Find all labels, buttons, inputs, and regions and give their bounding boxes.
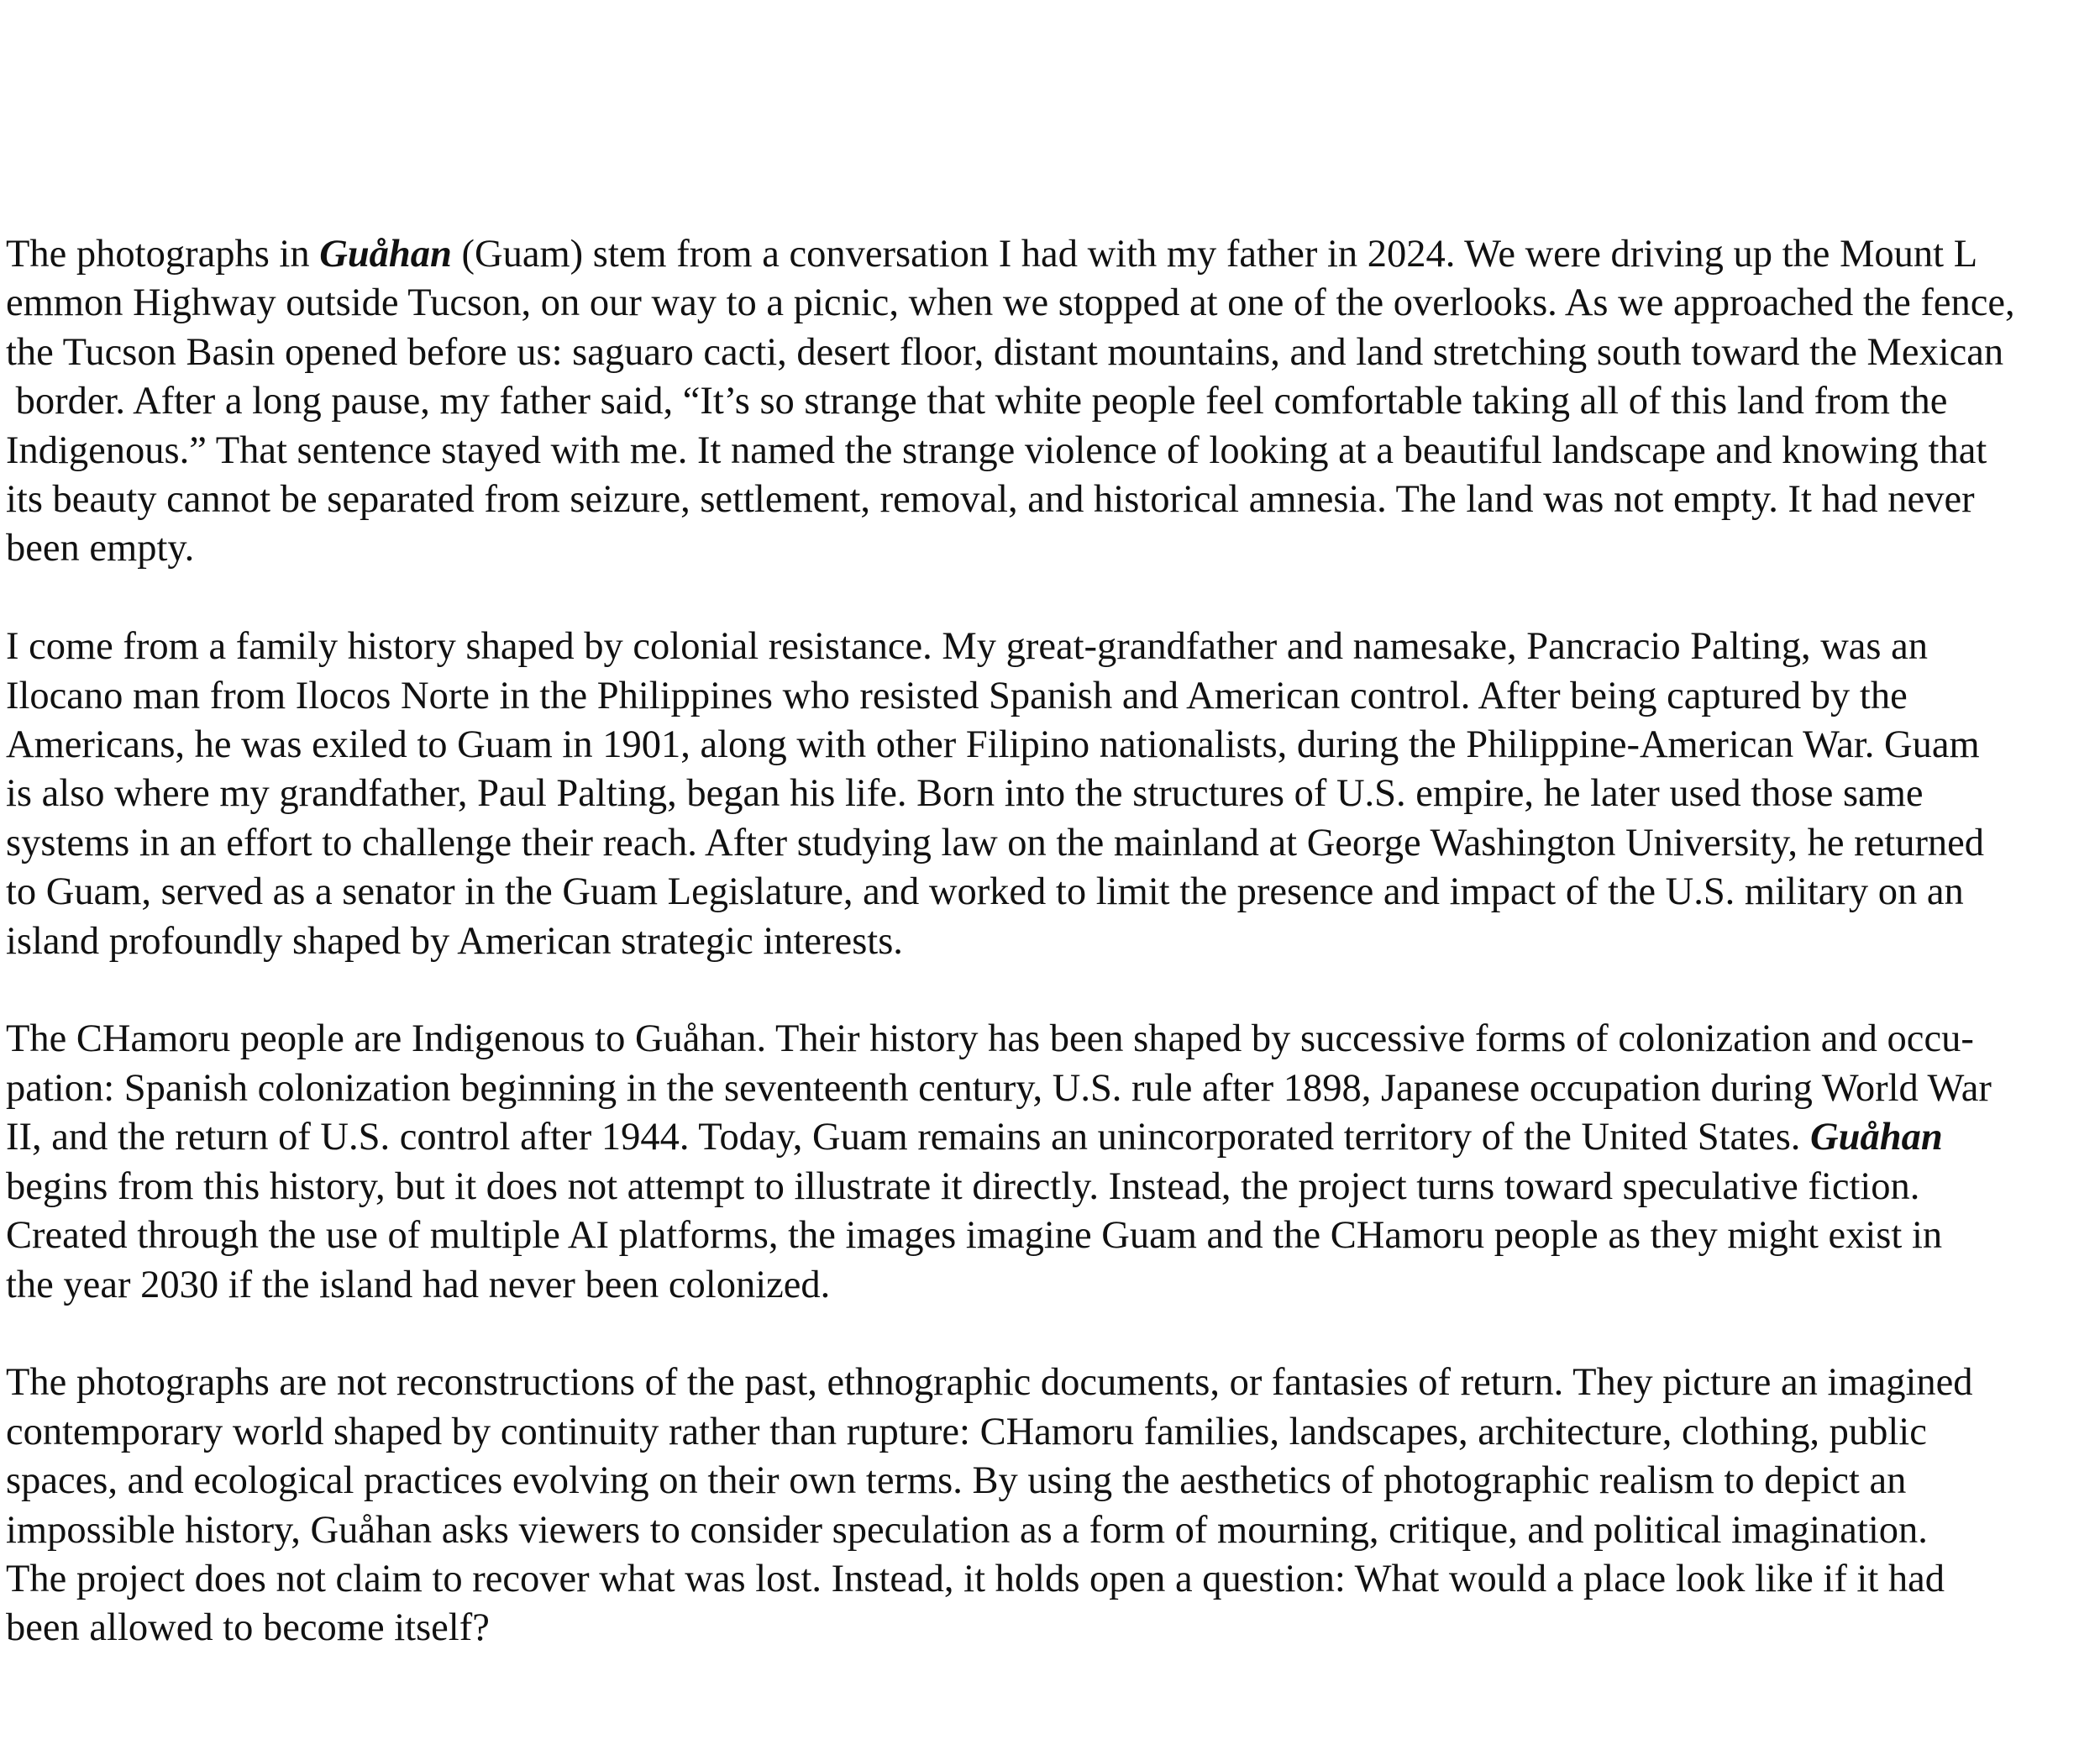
text-run: Created through the use of multiple AI platforms, the images imagine Guam and the CHamoru people as they might exist in bbox=[6, 1214, 1943, 1258]
text-line bbox=[0, 1064, 2100, 1113]
text-run: II, and the return of U.S. control after 1944. Today, Guam remains an unincorporated territory of the United States. bbox=[6, 1116, 1811, 1159]
text-line bbox=[0, 377, 2100, 426]
text-line bbox=[0, 1358, 2100, 1407]
text-run: to Guam, served as a senator in the Guam Legislature, and worked to limit the presence and impact of the U.S. military on an bbox=[6, 870, 1964, 914]
text-run: I come from a family history shaped by colonial resistance. My great-grandfather and namesake, Pancracio Palting, was an bbox=[6, 625, 1929, 669]
text-run: Indigenous.” That sentence stayed with me. It named the strange violence of looking at a beautiful landscape and knowing that bbox=[6, 428, 1987, 472]
text-run: (Guam) stem from a conversation I had with my father in 2024. We were driving up the Mount L bbox=[451, 233, 1978, 276]
project-title-emphasis: Guåhan bbox=[1810, 1116, 1943, 1159]
text-run: the year 2030 if the island had never been colonized. bbox=[6, 1263, 831, 1306]
project-title-emphasis: Guåhan bbox=[319, 233, 452, 276]
text-run: emmon Highway outside Tucson, on our way to a picnic, when we stopped at one of the overlooks. As we approached the fence, bbox=[6, 281, 2015, 325]
statement-paragraph bbox=[0, 623, 2100, 966]
text-line bbox=[0, 672, 2100, 721]
text-line bbox=[0, 279, 2100, 328]
text-run: its beauty cannot be separated from seizure, settlement, removal, and historical amnesia. The land was not empty. It had never bbox=[6, 478, 1975, 522]
text-line bbox=[0, 476, 2100, 524]
text-line bbox=[0, 868, 2100, 917]
text-run: impossible history, Guåhan asks viewers to consider speculation as a form of mourning, critique, and political imagination. bbox=[6, 1508, 1928, 1552]
text-run: is also where my grandfather, Paul Palting, began his life. Born into the structures of U.S. empire, he later used those same bbox=[6, 772, 1924, 816]
text-run: island profoundly shaped by American strategic interests. bbox=[6, 919, 903, 963]
text-run: been allowed to become itself? bbox=[6, 1606, 490, 1650]
text-line bbox=[0, 230, 2100, 279]
text-run: systems in an effort to challenge their reach. After studying law on the mainland at George Washington University, he returned bbox=[6, 821, 1985, 864]
text-line bbox=[0, 1113, 2100, 1162]
text-line bbox=[0, 770, 2100, 818]
text-run: Ilocano man from Ilocos Norte in the Philippines who resisted Spanish and American control. After being captured by the bbox=[6, 674, 1908, 717]
text-run: the Tucson Basin opened before us: saguaro cacti, desert floor, distant mountains, and land stretching south toward the Mexican bbox=[6, 330, 2004, 374]
statement-paragraph bbox=[0, 1015, 2100, 1309]
text-run: contemporary world shaped by continuity rather than rupture: CHamoru families, landscapes, architecture, clothing, public bbox=[6, 1410, 1927, 1453]
text-line bbox=[0, 1211, 2100, 1260]
text-line bbox=[0, 1506, 2100, 1555]
text-line bbox=[0, 1015, 2100, 1064]
text-line bbox=[0, 1604, 2100, 1653]
text-line bbox=[0, 1261, 2100, 1310]
text-line bbox=[0, 328, 2100, 377]
artist-statement bbox=[0, 230, 2100, 1702]
text-run: The photographs in bbox=[6, 233, 320, 276]
text-run: Americans, he was exiled to Guam in 1901, along with other Filipino nationalists, during the Philippine-American War. Guam bbox=[6, 723, 1980, 767]
text-run: spaces, and ecological practices evolving on their own terms. By using the aesthetics of photographic realism to depict an bbox=[6, 1459, 1907, 1503]
text-line bbox=[0, 1457, 2100, 1506]
statement-paragraph bbox=[0, 1358, 2100, 1653]
text-run: The project does not claim to recover what was lost. Instead, it holds open a question: What would a place look like if it had bbox=[6, 1557, 1945, 1600]
text-run: pation: Spanish colonization beginning in the seventeenth century, U.S. rule after 1898, Japanese occupation during World War bbox=[6, 1066, 1992, 1110]
text-run: The CHamoru people are Indigenous to Guåhan. Their history has been shaped by successive forms of colonization and occu- bbox=[6, 1017, 1974, 1061]
text-line bbox=[0, 524, 2100, 573]
text-run: begins from this history, but it does not attempt to illustrate it directly. Instead, the project turns toward speculative fiction. bbox=[6, 1164, 1920, 1208]
text-line bbox=[0, 1555, 2100, 1604]
text-line bbox=[0, 721, 2100, 770]
text-line bbox=[0, 623, 2100, 671]
text-line bbox=[0, 427, 2100, 476]
text-line bbox=[0, 917, 2100, 966]
text-run: border. After a long pause, my father said, “It’s so strange that white people feel comfortable taking all of this land from the bbox=[6, 380, 1948, 423]
text-run: been empty. bbox=[6, 527, 195, 570]
text-line bbox=[0, 819, 2100, 868]
statement-paragraph bbox=[0, 230, 2100, 574]
text-run: The photographs are not reconstructions of the past, ethnographic documents, or fantasies of return. They picture an imagined bbox=[6, 1361, 1973, 1405]
text-line bbox=[0, 1163, 2100, 1211]
text-line bbox=[0, 1408, 2100, 1457]
